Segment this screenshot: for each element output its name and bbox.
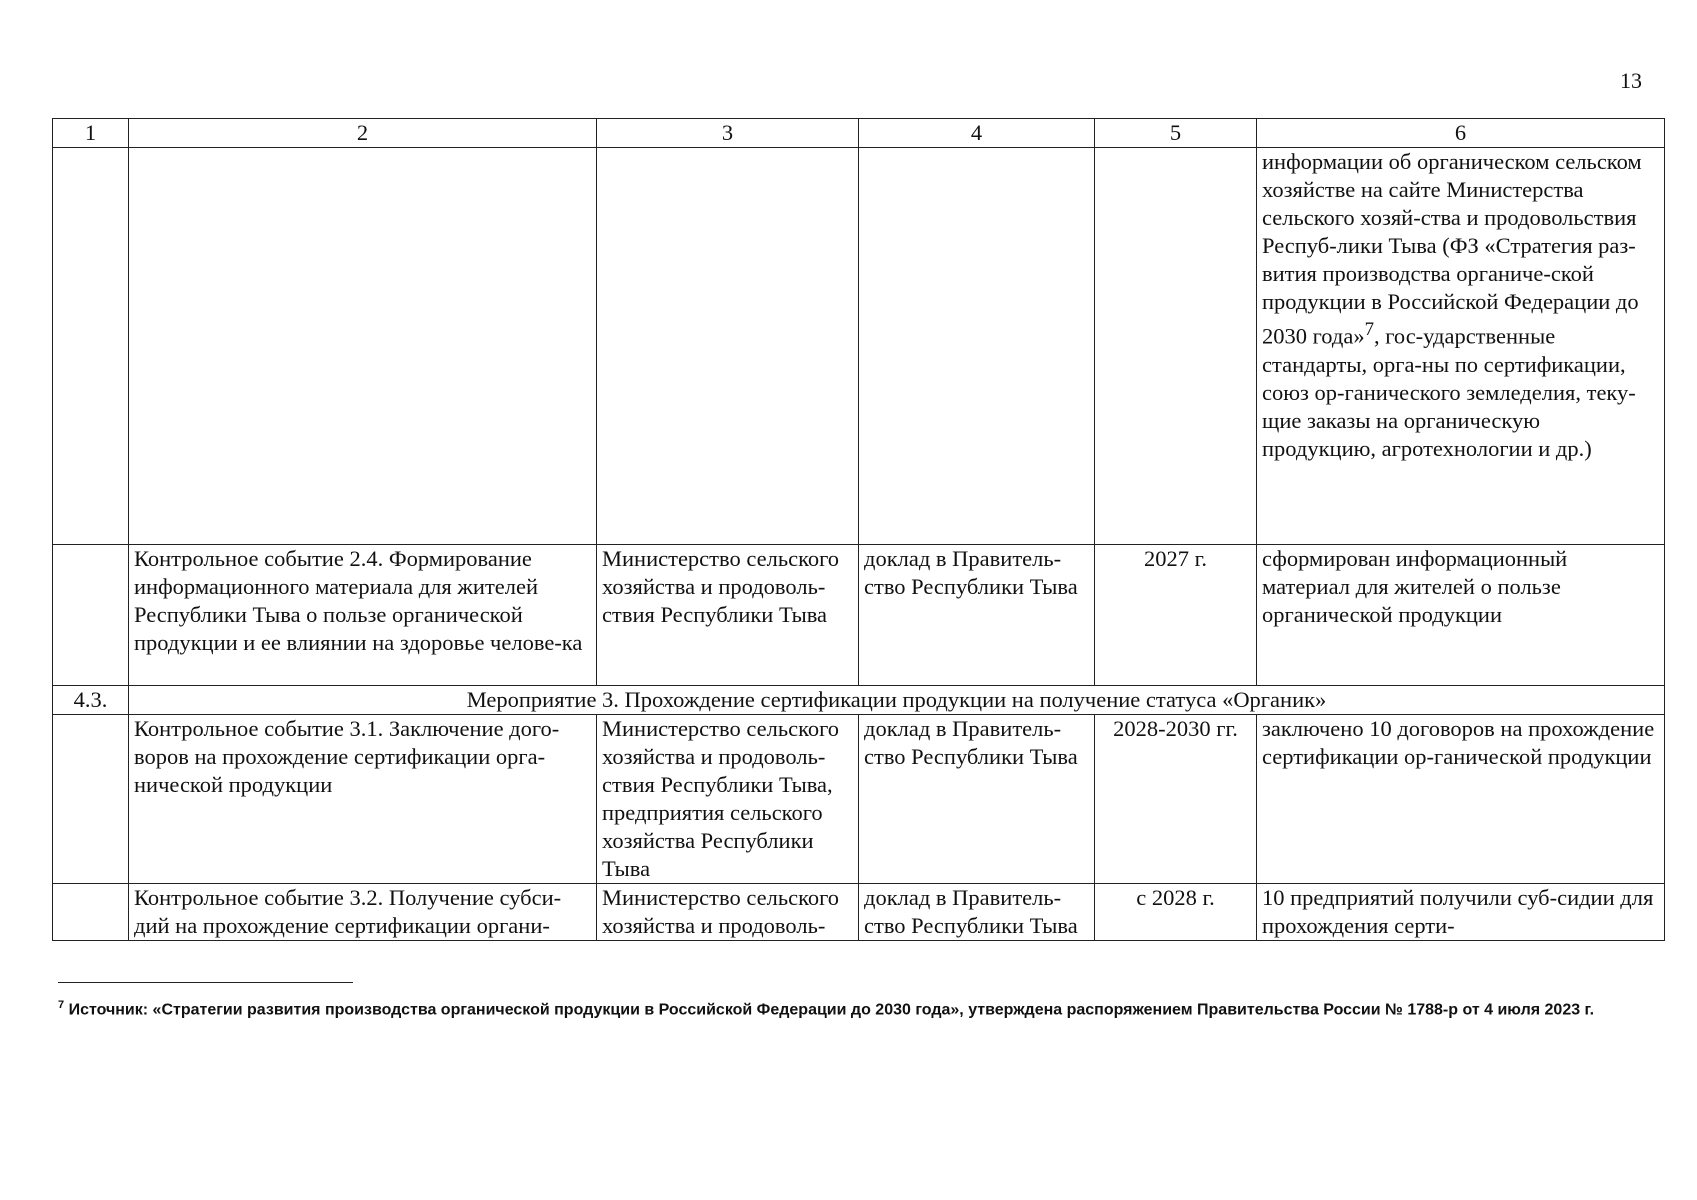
cell-result: заключено 10 договоров на прохождение сертификации ор-ганической продукции bbox=[1257, 715, 1665, 884]
cell-document: доклад в Правитель-ство Республики Тыва bbox=[859, 884, 1095, 941]
header-col-4: 4 bbox=[859, 119, 1095, 148]
cell-empty bbox=[859, 148, 1095, 545]
cell-result-continued bbox=[1257, 148, 1665, 545]
footnote-reference: 7 bbox=[1364, 319, 1374, 340]
cell-event: Контрольное событие 2.4. Формирование информационного материала для жителей Республики Тыва о пользе органической продукции и ее влиянии на здоровье челове-ка bbox=[129, 545, 597, 686]
header-col-5: 5 bbox=[1095, 119, 1257, 148]
cell-document: доклад в Правитель-ство Республики Тыва bbox=[859, 715, 1095, 884]
cell-empty bbox=[129, 148, 597, 545]
table-row-continued bbox=[53, 148, 1665, 545]
cell-section-title: Мероприятие 3. Прохождение сертификации продукции на получение статуса «Органик» bbox=[129, 686, 1665, 715]
page-number: 13 bbox=[1620, 68, 1642, 93]
cell-deadline: 2027 г. bbox=[1095, 545, 1257, 686]
cell-result: сформирован информационный материал для жителей о пользе органической продукции bbox=[1257, 545, 1665, 686]
cell-document: доклад в Правитель-ство Республики Тыва bbox=[859, 545, 1095, 686]
cell-deadline: с 2028 г. bbox=[1095, 884, 1257, 941]
cell-num bbox=[53, 545, 129, 686]
header-col-2: 2 bbox=[129, 119, 597, 148]
footnote-mark: 7 bbox=[58, 999, 65, 1011]
cell-section-num: 4.3. bbox=[53, 686, 129, 715]
table-row-section-4-3 bbox=[53, 686, 1665, 715]
cell-num bbox=[53, 884, 129, 941]
header-col-1: 1 bbox=[53, 119, 129, 148]
table-row-event-2-4 bbox=[53, 545, 1665, 686]
result-text-part-2: , гос-ударственные стандарты, орга-ны по сертификации, союз ор-ганического земледелия, теку-щие заказы на органическую продукцию, агротехнологии и др.) bbox=[1262, 323, 1636, 461]
cell-num bbox=[53, 715, 129, 884]
cell-result: 10 предприятий получили суб-сидии для прохождения серти- bbox=[1257, 884, 1665, 941]
footnote-text: Источник: «Стратегии развития производства органической продукции в Российской Федерации до 2030 года», утверждена распоряжением Правительства России № 1788-р от 4 июля 2023 г. bbox=[64, 1001, 1595, 1019]
cell-responsible: Министерство сельского хозяйства и продоволь- bbox=[597, 884, 859, 941]
header-col-6: 6 bbox=[1257, 119, 1665, 148]
cell-empty bbox=[53, 148, 129, 545]
result-text-part-1: информации об органическом сельском хозяйстве на сайте Министерства сельского хозяй-ства и продовольствия Респуб-лики Тыва (ФЗ «Стратегия раз-вития производства органиче-ской продукции в Российской Федерации до 2030 года» bbox=[1262, 149, 1642, 349]
cell-event: Контрольное событие 3.2. Получение субси-дий на прохождение сертификации органи- bbox=[129, 884, 597, 941]
table-row-event-3-2 bbox=[53, 884, 1665, 941]
cell-deadline: 2028-2030 гг. bbox=[1095, 715, 1257, 884]
cell-empty bbox=[597, 148, 859, 545]
header-col-3: 3 bbox=[597, 119, 859, 148]
footnote-divider bbox=[58, 982, 353, 983]
footnote bbox=[58, 992, 1618, 1023]
table-header-row bbox=[53, 119, 1665, 148]
cell-event: Контрольное событие 3.1. Заключение дого-воров на прохождение сертификации орга-нической продукции bbox=[129, 715, 597, 884]
table-row-event-3-1 bbox=[53, 715, 1665, 884]
cell-empty bbox=[1095, 148, 1257, 545]
cell-responsible: Министерство сельского хозяйства и продоволь-ствия Республики Тыва, предприятия сельского хозяйства Республики Тыва bbox=[597, 715, 859, 884]
cell-responsible: Министерство сельского хозяйства и продоволь-ствия Республики Тыва bbox=[597, 545, 859, 686]
events-table bbox=[52, 118, 1665, 941]
